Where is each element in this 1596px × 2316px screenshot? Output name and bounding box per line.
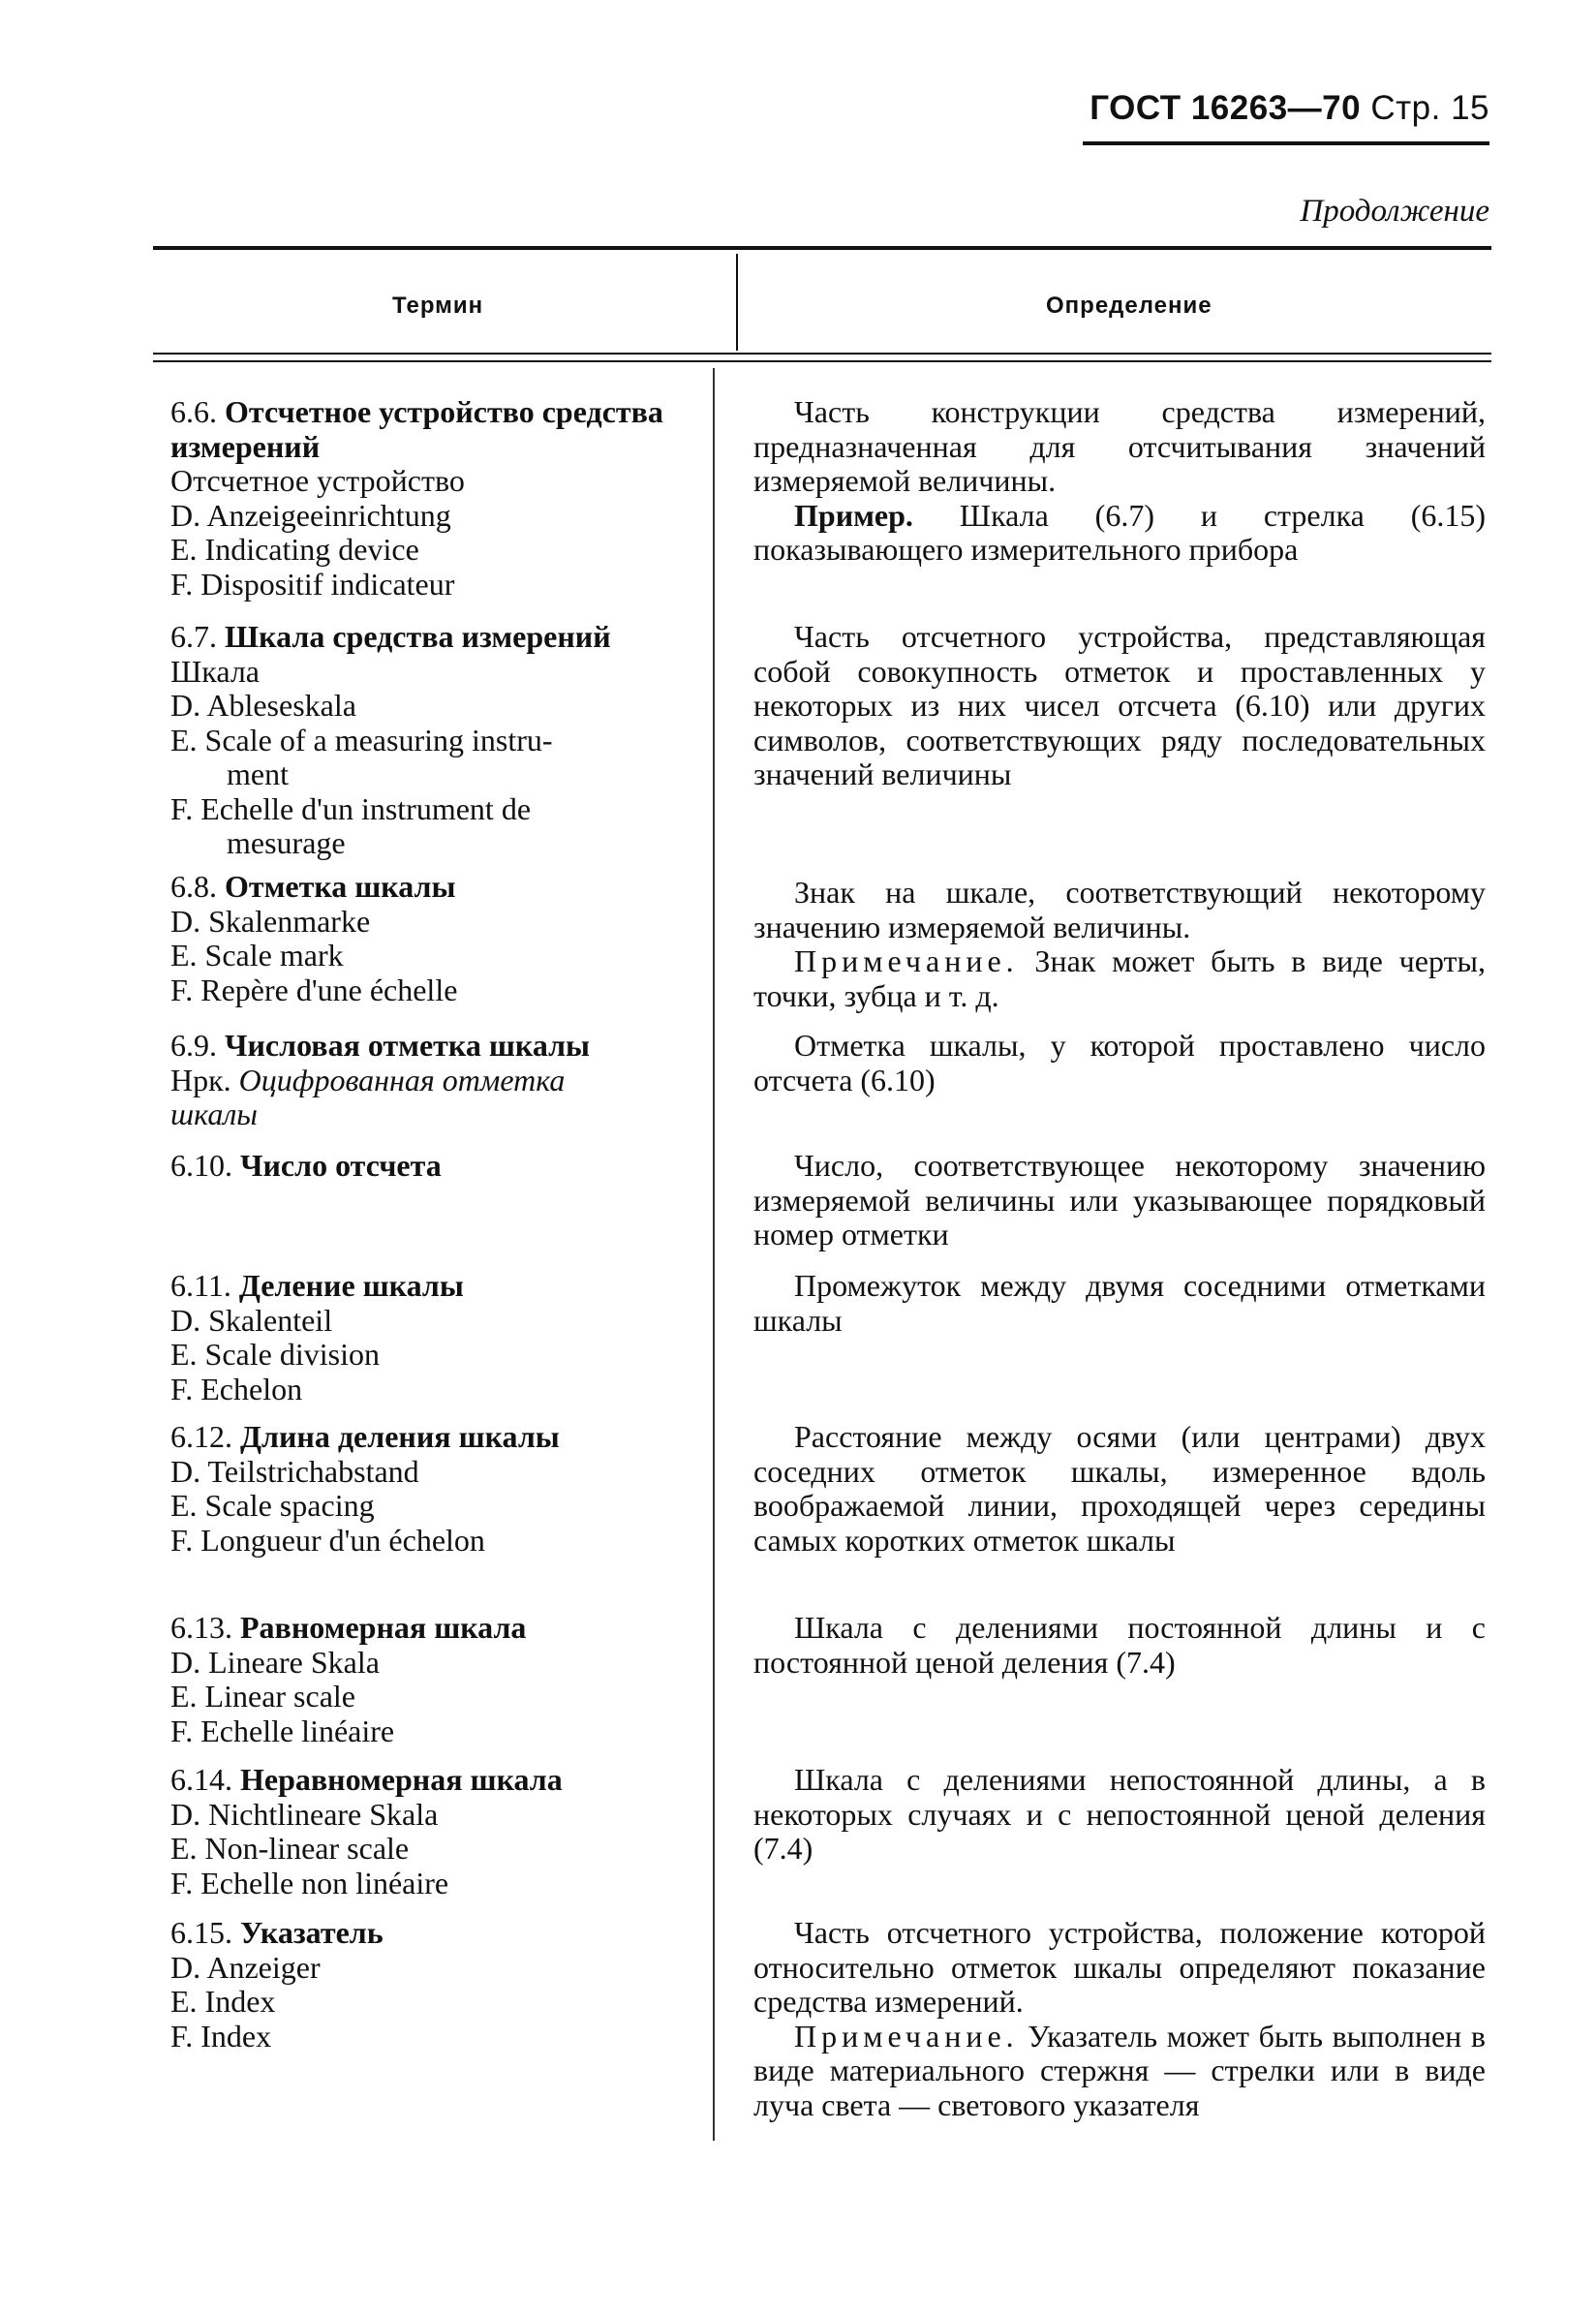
term-synonym: E. Indicating device: [170, 532, 419, 567]
definition-text: Число, соответствующее некоторому значению измеряемой величины или указывающее порядковый номер отметки: [753, 1148, 1486, 1251]
term-title: [170, 620, 713, 655]
definition-paragraph: [753, 876, 1486, 944]
term-synonym: D. Lineare Skala: [170, 1644, 380, 1680]
term-synonym: E. Linear scale: [170, 1679, 355, 1714]
definition-cell: [753, 1269, 1486, 1338]
definition-text: Знак на шкале, соответствующий некоторому значению измеряемой величины.: [753, 875, 1486, 944]
term-name: Неравномерная шкала: [240, 1762, 563, 1797]
term-title: [170, 1029, 713, 1064]
term-cell: [170, 1029, 713, 1132]
term-name: Деление шкалы: [238, 1268, 464, 1303]
term-name: Отметка шкалы: [225, 869, 456, 904]
term-name: Число отсчета: [240, 1148, 442, 1183]
definition-text: Знак может быть в виде черты, точки, зубца и т. д.: [753, 943, 1487, 1013]
definition-text: Шкала с делениями постоянной длины и с постоянной ценой деления (7.4): [753, 1610, 1486, 1680]
definition-paragraph: [753, 1269, 1486, 1338]
term-title: [170, 1611, 713, 1646]
definition-paragraph: [753, 620, 1486, 792]
term-synonym: D. Skalenteil: [170, 1302, 333, 1338]
definition-lead: Примечание.: [794, 2018, 1019, 2054]
definition-cell: [753, 876, 1486, 1013]
definition-lead: Примечание.: [794, 943, 1019, 978]
column-divider: [713, 368, 715, 2141]
definition-text: Часть конструкции средства измерений, предназначенная для отсчитывания значений измеряемой величины.: [753, 394, 1486, 498]
term-name: Шкала средства измерений: [225, 619, 611, 654]
term-title: [170, 1420, 713, 1455]
term-name: Отсчетное устройство средства измерений: [170, 394, 663, 464]
term-synonym: F. Echelle d'un instrument de: [170, 790, 532, 826]
definition-cell: [753, 1916, 1486, 2122]
definition-paragraph: [753, 944, 1486, 1013]
definition-text: Отметка шкалы, у которой проставлено число отсчета (6.10): [753, 1028, 1486, 1097]
term-synonym: E. Scale division: [170, 1337, 380, 1372]
term-cell: [170, 1763, 713, 1900]
page-number: Стр. 15: [1370, 89, 1489, 127]
term-synonym: F. Dispositif indicateur: [170, 566, 455, 602]
term-number: 6.14.: [170, 1762, 232, 1797]
column-header-term: Термин: [392, 293, 484, 319]
definition-paragraph: [753, 1763, 1486, 1867]
definition-cell: [753, 1029, 1486, 1097]
term-synonym: D. Nichtlineare Skala: [170, 1796, 439, 1832]
term-name: Указатель: [240, 1915, 384, 1950]
term-synonym: F. Index: [170, 2018, 272, 2054]
term-title: [170, 870, 713, 905]
standard-number: ГОСТ 16263—70: [1090, 89, 1362, 127]
definition-lead: Пример.: [794, 497, 913, 533]
definition-text: Часть отсчетного устройства, представляющая собой совокупность отметок и проставленных у некоторых из них чисел отсчета (6.10) или других символов, соответствующих ряду последовательных значений величины: [753, 619, 1486, 791]
term-title: [170, 1763, 713, 1798]
term-name: Равномерная шкала: [240, 1610, 527, 1645]
term-number: 6.6.: [170, 394, 217, 429]
term-synonym: Отсчетное устройство: [170, 463, 465, 498]
term-synonym: D. Teilstrichabstand: [170, 1453, 419, 1489]
term-synonym: mesurage: [227, 825, 346, 860]
term-number: 6.8.: [170, 869, 217, 904]
term-cell: [170, 1611, 713, 1748]
definition-cell: [753, 1420, 1486, 1558]
page-header: [1090, 89, 1489, 128]
term-synonym: F. Echelle linéaire: [170, 1713, 395, 1748]
term-synonym: E. Non-linear scale: [170, 1831, 410, 1866]
term-title: [170, 395, 713, 464]
continuation-label: Продолжение: [1300, 194, 1489, 229]
term-cell: [170, 1916, 713, 2054]
definition-paragraph: [753, 499, 1486, 568]
term-synonym: F. Echelle non linéaire: [170, 1865, 449, 1900]
header-rule-2: [153, 360, 1491, 362]
term-title: [170, 1149, 713, 1184]
column-header-definition: Определение: [1046, 293, 1212, 319]
definition-paragraph: [753, 1029, 1486, 1097]
header-rule: [1083, 141, 1489, 145]
definition-text: Промежуток между двумя соседними отметками шкалы: [753, 1268, 1486, 1338]
definition-cell: [753, 395, 1486, 568]
term-synonym: D. Ableseskala: [170, 688, 356, 723]
term-cell: [170, 870, 713, 1007]
term-synonym: E. Scale spacing: [170, 1488, 375, 1523]
definition-cell: [753, 1763, 1486, 1867]
term-synonym: E. Scale mark: [170, 938, 344, 973]
term-synonym: E. Index: [170, 1984, 276, 2019]
header-column-divider: [736, 254, 738, 351]
term-cell: [170, 395, 713, 602]
term-synonym: D. Anzeiger: [170, 1949, 321, 1985]
header-rule-1: [153, 353, 1491, 355]
term-cell: [170, 1149, 713, 1184]
term-synonym: D. Skalenmarke: [170, 903, 371, 939]
term-synonym: Нрк. Оцифрованная отметка: [170, 1062, 566, 1097]
definition-text: Часть отсчетного устройства, положение которой относительно отметок шкалы определяют показание средства измерений.: [753, 1915, 1486, 2019]
term-number: 6.13.: [170, 1610, 232, 1645]
term-title: [170, 1916, 713, 1951]
definition-paragraph: [753, 1916, 1486, 2020]
definition-text: Расстояние между осями (или центрами) двух соседних отметок шкалы, измеренное вдоль воображаемой линии, проходящей через середины самых коротких отметок шкалы: [753, 1419, 1486, 1558]
term-name: Числовая отметка шкалы: [225, 1028, 591, 1063]
term-synonym: шкалы: [170, 1096, 258, 1131]
term-synonym: D. Anzeigeeinrichtung: [170, 497, 451, 533]
term-synonym: F. Longueur d'un échelon: [170, 1522, 485, 1558]
table-top-rule: [153, 246, 1491, 250]
term-synonym: F. Echelon: [170, 1371, 303, 1406]
term-synonym: Шкала: [170, 653, 260, 689]
term-number: 6.10.: [170, 1148, 232, 1183]
term-synonym: E. Scale of a measuring instru-: [170, 722, 553, 757]
definition-paragraph: [753, 1611, 1486, 1680]
term-name: Длина деления шкалы: [240, 1419, 560, 1454]
term-number: 6.11.: [170, 1268, 231, 1303]
definition-text: Указатель может быть выполнен в виде материального стержня — стрелки или в виде луча света — светового указателя: [753, 2018, 1487, 2122]
definition-paragraph: [753, 2020, 1486, 2123]
definition-paragraph: [753, 1149, 1486, 1252]
definition-paragraph: [753, 1420, 1486, 1558]
term-number: 6.12.: [170, 1419, 232, 1454]
term-synonym: ment: [227, 757, 289, 791]
term-number: 6.7.: [170, 619, 217, 654]
term-number: 6.15.: [170, 1915, 232, 1950]
term-synonym: F. Repère d'une échelle: [170, 972, 458, 1007]
definition-cell: [753, 620, 1486, 792]
definition-cell: [753, 1149, 1486, 1252]
term-cell: [170, 1269, 713, 1406]
term-title: [170, 1269, 713, 1304]
definition-text: Шкала с делениями непостоянной длины, а в некоторых случаях и с непостоянной ценой деления (7.4): [753, 1762, 1486, 1866]
term-number: 6.9.: [170, 1028, 217, 1063]
term-cell: [170, 1420, 713, 1558]
definition-text: Шкала (6.7) и стрелка (6.15) показывающего измерительного прибора: [753, 497, 1487, 567]
term-cell: [170, 620, 713, 861]
definition-cell: [753, 1611, 1486, 1680]
definition-paragraph: [753, 395, 1486, 499]
